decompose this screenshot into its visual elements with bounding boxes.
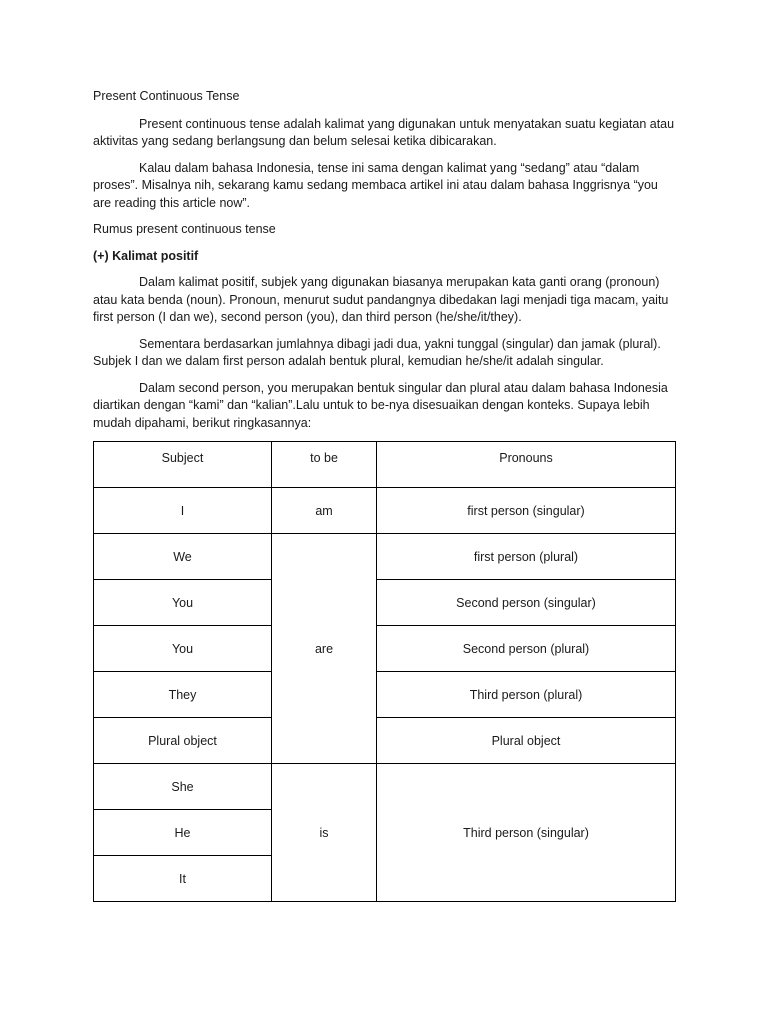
subject-cell: It bbox=[94, 856, 272, 902]
paragraph-pronoun: Dalam kalimat positif, subjek yang digunakan biasanya merupakan kata ganti orang (pronoun) atau kata benda (noun). Pronoun, menurut sudut pandangnya dibedakan lagi menjadi tiga macam, yaitu first person (I dan we), second person (you), dan third person (he/she/it/they). bbox=[93, 275, 669, 324]
to-be-cell: are bbox=[272, 534, 377, 764]
to-be-cell: am bbox=[272, 488, 377, 534]
table-row bbox=[94, 672, 676, 718]
subject-cell: Plural object bbox=[94, 718, 272, 764]
subject-cell: He bbox=[94, 810, 272, 856]
positive-sentence-heading: (+) Kalimat positif bbox=[93, 248, 199, 263]
table-row bbox=[94, 626, 676, 672]
table-row bbox=[94, 488, 676, 534]
table-row bbox=[94, 580, 676, 626]
to-be-table bbox=[93, 441, 676, 902]
pronoun-cell: first person (plural) bbox=[377, 534, 676, 580]
table-row bbox=[94, 534, 676, 580]
table-header-row bbox=[94, 442, 676, 488]
pronoun-cell: Third person (singular) bbox=[377, 764, 676, 902]
pronoun-cell: Plural object bbox=[377, 718, 676, 764]
pronoun-cell: first person (singular) bbox=[377, 488, 676, 534]
paragraph-indonesian: Kalau dalam bahasa Indonesia, tense ini sama dengan kalimat yang “sedang” atau “dalam proses”. Misalnya nih, sekarang kamu sedang membaca artikel ini atau dalam bahasa Inggrisnya “you are reading this article now”. bbox=[93, 160, 658, 210]
document-title: Present Continuous Tense bbox=[93, 89, 240, 103]
subject-cell: You bbox=[94, 626, 272, 672]
header-pronouns: Pronouns bbox=[377, 442, 676, 488]
pronoun-cell: Third person (plural) bbox=[377, 672, 676, 718]
header-to-be: to be bbox=[272, 442, 377, 488]
table-row bbox=[94, 718, 676, 764]
table-row bbox=[94, 764, 676, 810]
to-be-cell: is bbox=[272, 764, 377, 902]
pronoun-cell: Second person (singular) bbox=[377, 580, 676, 626]
subject-cell: She bbox=[94, 764, 272, 810]
header-subject: Subject bbox=[94, 442, 272, 488]
formula-heading: Rumus present continuous tense bbox=[93, 222, 276, 236]
subject-cell: I bbox=[94, 488, 272, 534]
document-page bbox=[93, 88, 676, 902]
subject-cell: They bbox=[94, 672, 272, 718]
paragraph-number: Sementara berdasarkan jumlahnya dibagi jadi dua, yakni tunggal (singular) dan jamak (plural). Subjek I dan we dalam first person adalah bentuk plural, kemudian he/she/it adalah singular. bbox=[93, 336, 661, 368]
pronoun-cell: Second person (plural) bbox=[377, 626, 676, 672]
paragraph-definition: Present continuous tense adalah kalimat yang digunakan untuk menyatakan suatu kegiatan atau aktivitas yang sedang berlangsung dan belum selesai ketika dibicarakan. bbox=[93, 116, 675, 148]
subject-cell: You bbox=[94, 580, 272, 626]
subject-cell: We bbox=[94, 534, 272, 580]
paragraph-second-person: Dalam second person, you merupakan bentuk singular dan plural atau dalam bahasa Indonesia diartikan dengan “kami” dan “kalian”.Lalu untuk to be-nya disesuaikan dengan konteks. Supaya lebih mudah dipahami, berikut ringkasannya: bbox=[93, 380, 668, 430]
